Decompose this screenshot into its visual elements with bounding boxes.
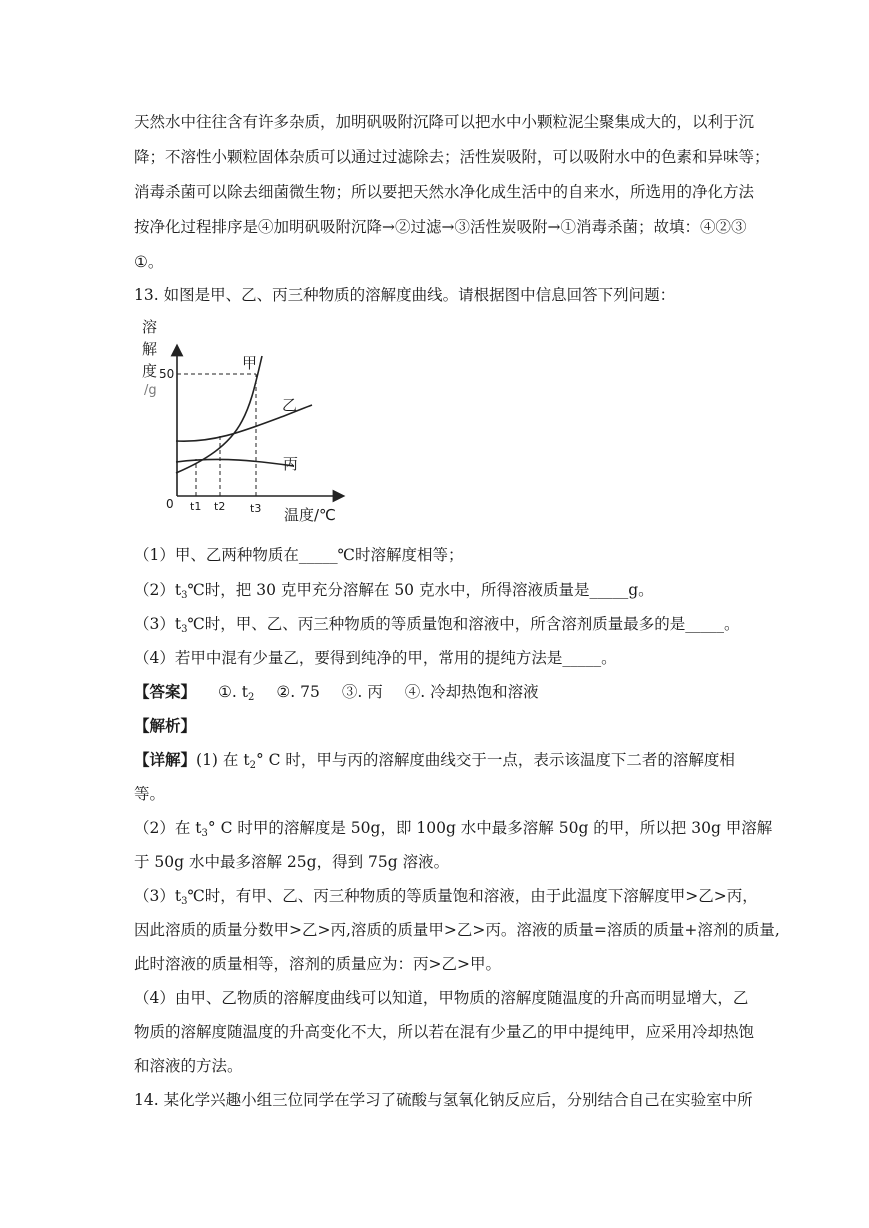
detail-3-cont-1: 因此溶质的质量分数甲>乙>丙,溶质的质量甲>乙>丙。溶液的质量=溶质的质量+溶剂的质量, [134,921,780,939]
paragraph-line: ①。 [134,253,164,271]
series-label-bing: 丙 [283,455,299,473]
paragraph-line: 消毒杀菌可以除去细菌微生物；所以要把天然水净化成生活中的自来水，所选用的净化方法 [134,183,755,201]
chart-ylabel-3: 度 [142,362,158,380]
detail-4: （4）由甲、乙物质的溶解度曲线可以知道，甲物质的溶解度随温度的升高而明显增大，乙 [134,989,749,1007]
chart-ylabel: 溶 [142,318,158,336]
question-13-sub-1: （1）甲、乙两种物质在_____℃时溶解度相等； [134,546,464,564]
x-tick-t1: t1 [190,500,202,513]
question-13-stem: 13. 如图是甲、乙、丙三种物质的溶解度曲线。请根据图中信息回答下列问题： [134,286,676,304]
detail-1-cont: 等。 [134,785,166,803]
analysis-label: 【解析】 [134,716,197,735]
detail-4-cont-1: 物质的溶解度随温度的升高变化不大，所以若在混有少量乙的甲中提纯甲，应采用冷却热饱 [134,1023,755,1041]
chart-xlabel: 温度/℃ [284,506,336,524]
x-tick-t3: t3 [250,502,262,515]
question-13-sub-3: $(3)t_3℃$时，甲、乙、丙三种物质的等质量饱和溶液中，所含溶剂质量最多的是_____。 [134,615,740,635]
question-14-stem: 14. 某化学兴趣小组三位同学在学习了硫酸与氢氧化钠反应后，分别结合自己在实验室中所 [134,1091,753,1109]
detail-3: $(3)t_3℃$时，有甲、乙、丙三种物质的等质量饱和溶液，由于此温度下溶解度甲>乙>丙， [134,887,758,907]
y-tick-50: 50 [159,367,175,381]
origin-label: 0 [166,497,174,511]
solubility-chart [134,316,364,530]
chart-ylabel-unit: /g [144,383,157,398]
paragraph-line: 按净化过程排序是④加明矾吸附沉降→②过滤→③活性炭吸附→①消毒杀菌；故填：④②③ [134,218,747,236]
paragraph-line: 降；不溶性小颗粒固体杂质可以通过过滤除去；活性炭吸附，可以吸附水中的色素和异味等； [134,148,770,166]
detail-2: （2）在 $t_3^\circ$ C 时甲的溶解度是 50g，即 100g 水中最多溶解 50g 的甲，所以把 30g 甲溶解 [134,819,773,839]
question-13-sub-4: （4）若甲中混有少量乙，要得到纯净的甲，常用的提纯方法是_____。 [134,649,617,667]
series-label-yi: 乙 [282,396,298,414]
detail-2-cont: 于 50g 水中最多溶解 25g，得到 75g 溶液。 [134,853,450,871]
series-label-jia: 甲 [242,354,258,372]
answer-4: ④. 冷却热饱和溶液 [404,683,539,701]
paragraph-line: 天然水中往往含有许多杂质，加明矾吸附沉降可以把水中小颗粒泥尘聚集成大的，以利于沉 [134,113,755,131]
x-tick-t2: t2 [214,500,226,513]
answer-2: ②. 75 [276,683,320,701]
answer-label: 【答案】 [134,682,197,701]
answer-1: ①. $t_2$ [218,683,255,703]
answer-3: ③. 丙 [341,683,383,701]
chart-ylabel-2: 解 [142,340,158,358]
answer-line [134,682,539,708]
detail-1: 【详解】(1) 在 $t_2^\circ$ C 时，甲与丙的溶解度曲线交于一点，表示该温度下二者的溶解度相 [134,750,735,771]
question-13-sub-2: $(2)t_3℃$时，把 30 克甲充分溶解在 50 克水中，所得溶液质量是_____g。 [134,581,654,601]
detail-4-cont-2: 和溶液的方法。 [134,1057,243,1075]
detail-3-cont-2: 此时溶液的质量相等，溶剂的质量应为：丙>乙>甲。 [134,955,501,973]
